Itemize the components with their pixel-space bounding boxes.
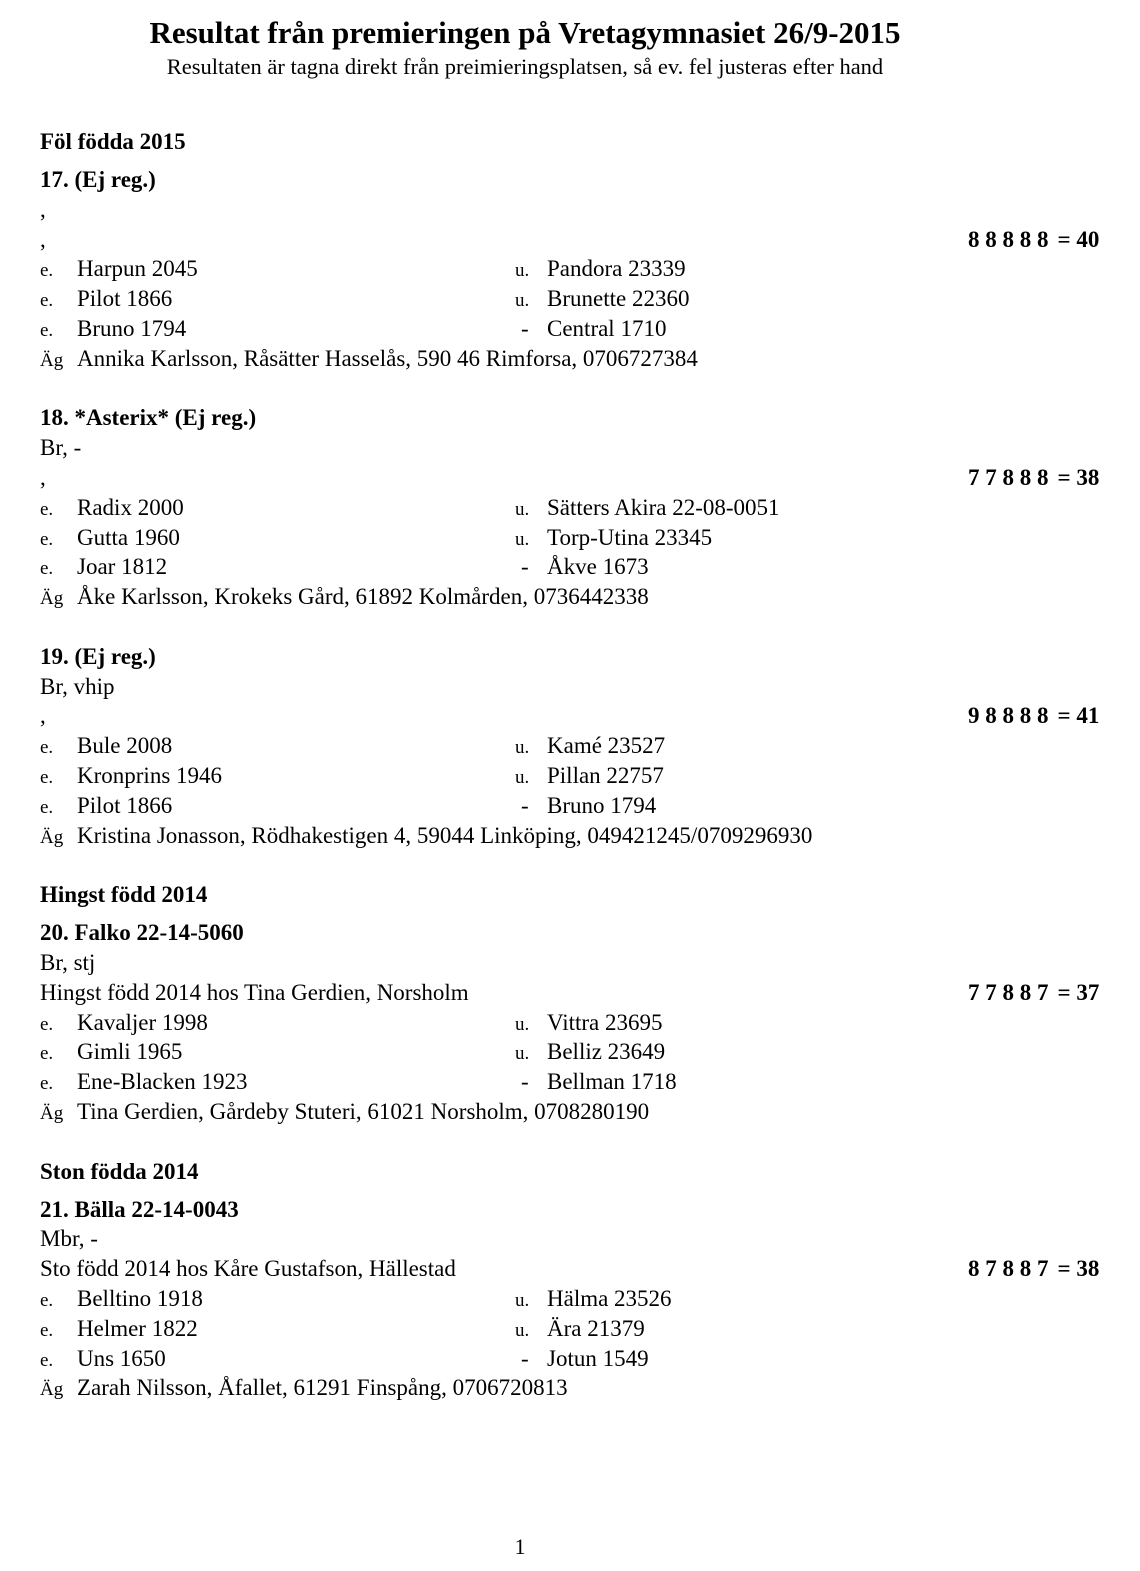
sire-name: Pilot 1866 <box>77 286 173 311</box>
owner-details: Åke Karlsson, Krokeks Gård, 61892 Kolmården, 0736442338 <box>77 584 649 609</box>
sire-name: Uns 1650 <box>77 1346 166 1371</box>
dam-name: Ära 21379 <box>547 1316 645 1341</box>
score-values: 8 7 8 8 7 <box>968 1256 1049 1281</box>
owner-details: Tina Gerdien, Gårdeby Stuteri, 61021 Norsholm, 0708280190 <box>77 1099 650 1124</box>
sire-prefix: e. <box>40 558 54 579</box>
entry-title: 18. *Asterix* (Ej reg.) <box>40 405 257 430</box>
sire-name: Pilot 1866 <box>77 793 173 818</box>
sire-name: Belltino 1918 <box>77 1286 203 1311</box>
dam-name: Central 1710 <box>547 316 667 341</box>
dam-name: Bruno 1794 <box>547 793 657 818</box>
dam-name: Hälma 23526 <box>547 1286 672 1311</box>
dam-prefix: u. <box>515 1290 530 1311</box>
score-total: = 38 <box>1057 465 1100 490</box>
entry-info-text: Sto född 2014 hos Kåre Gustafson, Hällestad <box>40 1256 456 1281</box>
sire-prefix: e. <box>40 737 54 758</box>
sire-prefix: e. <box>40 1043 54 1064</box>
sire-prefix: e. <box>40 320 54 341</box>
sire-name: Kronprins 1946 <box>77 763 223 788</box>
sire-name: Ene-Blacken 1923 <box>77 1069 248 1094</box>
score-total: = 41 <box>1057 703 1100 728</box>
entry-title: 19. (Ej reg.) <box>40 644 156 669</box>
dam-prefix: u. <box>515 260 530 281</box>
owner-prefix: Äg <box>40 350 64 371</box>
score-values: 7 7 8 8 8 <box>968 465 1049 490</box>
sire-name: Gimli 1965 <box>77 1039 183 1064</box>
sire-prefix: e. <box>40 1073 54 1094</box>
sire-prefix: e. <box>40 290 54 311</box>
entry-info-text: Mbr, - <box>40 1226 98 1251</box>
entry-info-line <box>40 225 1100 255</box>
owner-prefix: Äg <box>40 588 64 609</box>
sire-prefix: e. <box>40 1350 54 1371</box>
dam-name: Sätters Akira 22-08-0051 <box>547 495 780 520</box>
document-title: Resultat från premieringen på Vretagymnasiet 26/9-2015 <box>149 15 901 50</box>
owner-details: Annika Karlsson, Råsätter Hasselås, 590 46 Rimforsa, 0706727384 <box>77 346 698 371</box>
dam-name: Bellman 1718 <box>547 1069 677 1094</box>
owner-prefix: Äg <box>40 1379 64 1400</box>
dam-name: Kamé 23527 <box>547 733 666 758</box>
sire-prefix: e. <box>40 1320 54 1341</box>
sire-prefix: e. <box>40 499 54 520</box>
entry-info-text: , <box>40 227 46 252</box>
entry-info-line <box>40 1254 1100 1284</box>
dam-name: Belliz 23649 <box>547 1039 666 1064</box>
dam-name: Vittra 23695 <box>547 1010 663 1035</box>
dam-name: Pillan 22757 <box>547 763 664 788</box>
sire-name: Radix 2000 <box>77 495 184 520</box>
owner-details: Zarah Nilsson, Åfallet, 61291 Finspång, 0706720813 <box>77 1375 568 1400</box>
dam-prefix: u. <box>515 499 530 520</box>
entry-title: 21. Bälla 22-14-0043 <box>40 1197 239 1222</box>
entry-info-line <box>40 672 114 702</box>
page-number: 1 <box>514 1534 526 1559</box>
entry-info-text: , <box>40 197 46 222</box>
score <box>968 463 1099 493</box>
entry-info-text: Br, - <box>40 435 82 460</box>
entry-info-line <box>40 701 1100 731</box>
entry-info-text: Br, stj <box>40 950 96 975</box>
dam-prefix: u. <box>515 1014 530 1035</box>
dam-prefix: - <box>521 1346 529 1371</box>
entry-info-line <box>40 978 1100 1008</box>
entry-title: 20. Falko 22-14-5060 <box>40 920 244 945</box>
score <box>968 1254 1099 1284</box>
entry-info-line <box>40 433 81 463</box>
dam-name: Pandora 23339 <box>547 256 686 281</box>
sire-prefix: e. <box>40 260 54 281</box>
dam-name: Åkve 1673 <box>547 554 649 579</box>
sire-prefix: e. <box>40 1014 54 1035</box>
section-heading: Föl födda 2015 <box>40 129 186 154</box>
entry-info-text: , <box>40 703 46 728</box>
sire-name: Kavaljer 1998 <box>77 1010 208 1035</box>
sire-prefix: e. <box>40 767 54 788</box>
sire-prefix: e. <box>40 529 54 550</box>
score <box>968 978 1099 1008</box>
score-total: = 40 <box>1057 227 1100 252</box>
entry-info-text: , <box>40 465 46 490</box>
entry-info-line <box>40 948 95 978</box>
entry-info-line <box>40 463 1100 493</box>
owner-prefix: Äg <box>40 1103 64 1124</box>
sire-prefix: e. <box>40 1290 54 1311</box>
dam-prefix: u. <box>515 737 530 758</box>
dam-prefix: u. <box>515 1043 530 1064</box>
owner-prefix: Äg <box>40 827 64 848</box>
dam-prefix: u. <box>515 290 530 311</box>
score-total: = 37 <box>1057 980 1100 1005</box>
score-total: = 38 <box>1057 1256 1100 1281</box>
dam-name: Torp-Utina 23345 <box>547 525 713 550</box>
dam-prefix: u. <box>515 1320 530 1341</box>
dam-name: Jotun 1549 <box>547 1346 649 1371</box>
sire-name: Helmer 1822 <box>77 1316 198 1341</box>
sire-name: Bruno 1794 <box>77 316 187 341</box>
dam-name: Brunette 22360 <box>547 286 690 311</box>
owner-details: Kristina Jonasson, Rödhakestigen 4, 59044 Linköping, 049421245/0709296930 <box>77 823 813 848</box>
dam-prefix: u. <box>515 529 530 550</box>
sire-name: Bule 2008 <box>77 733 173 758</box>
score <box>968 225 1099 255</box>
sire-prefix: e. <box>40 797 54 818</box>
dam-prefix: - <box>521 316 529 341</box>
sire-name: Joar 1812 <box>77 554 168 579</box>
entry-info-line <box>40 195 46 225</box>
score-values: 9 8 8 8 8 <box>968 703 1049 728</box>
dam-prefix: - <box>521 554 529 579</box>
entry-title: 17. (Ej reg.) <box>40 167 156 192</box>
dam-prefix: u. <box>515 767 530 788</box>
score <box>968 701 1099 731</box>
section-heading: Hingst född 2014 <box>40 882 208 907</box>
sire-name: Gutta 1960 <box>77 525 180 550</box>
score-values: 7 7 8 8 7 <box>968 980 1049 1005</box>
entry-info-text: Br, vhip <box>40 674 115 699</box>
dam-prefix: - <box>521 793 529 818</box>
section-heading: Ston födda 2014 <box>40 1159 199 1184</box>
dam-prefix: - <box>521 1069 529 1094</box>
document-subtitle: Resultaten är tagna direkt från preimieringsplatsen, så ev. fel justeras efter hand <box>166 54 884 79</box>
score-values: 8 8 8 8 8 <box>968 227 1049 252</box>
entry-info-text: Hingst född 2014 hos Tina Gerdien, Norsholm <box>40 980 469 1005</box>
entry-info-line <box>40 1224 98 1254</box>
sire-name: Harpun 2045 <box>77 256 198 281</box>
